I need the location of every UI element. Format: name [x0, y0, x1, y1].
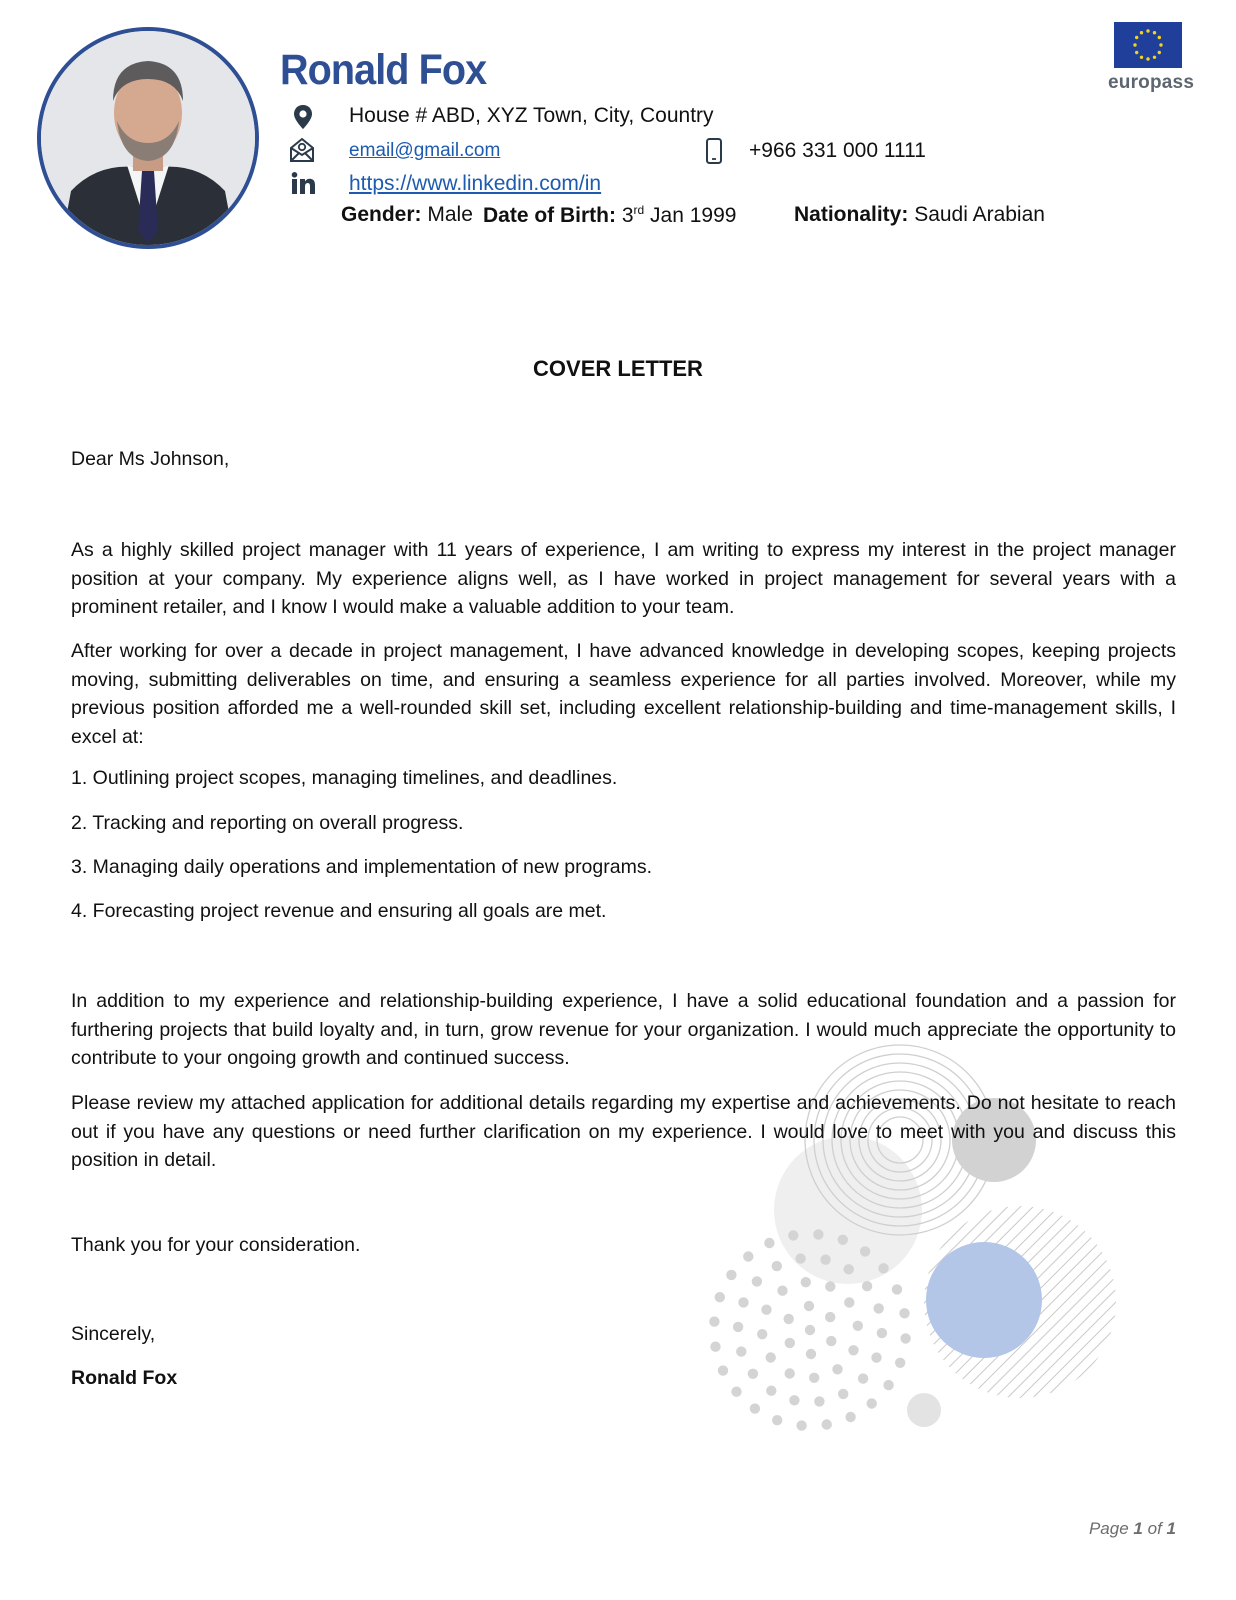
deco-blue-circle — [926, 1242, 1042, 1358]
deco-dot — [709, 1316, 719, 1326]
gender-field — [341, 203, 473, 227]
deco-dot — [813, 1229, 823, 1239]
document-title: COVER LETTER — [533, 356, 703, 381]
linkedin-icon — [289, 170, 317, 198]
deco-dot — [777, 1286, 787, 1296]
deco-dot — [761, 1305, 771, 1315]
deco-dot — [801, 1277, 811, 1287]
nationality-label: Nationality: — [794, 203, 909, 226]
page-current: 1 — [1133, 1519, 1143, 1538]
nationality-value: Saudi Arabian — [914, 203, 1045, 226]
deco-dot — [860, 1246, 870, 1256]
list-item: 4. Forecasting project revenue and ensuring all goals are met. — [71, 900, 607, 922]
email-link[interactable]: email@gmail.com — [349, 140, 501, 161]
deco-dot — [757, 1329, 767, 1339]
paragraph-4: Please review my attached application for additional details regarding my expertise and achievements. Do not hesitate to reach out if you have any questions or need further clarification on my experience. I would love to meet with you and discuss this position in detail. — [71, 1092, 1176, 1171]
deco-dot — [718, 1365, 728, 1375]
gender-value: Male — [427, 203, 473, 226]
deco-dot — [845, 1412, 855, 1422]
page-total: 1 — [1166, 1519, 1176, 1538]
deco-dot — [825, 1312, 835, 1322]
deco-dot — [871, 1352, 881, 1362]
deco-dot — [838, 1235, 848, 1245]
deco-dot — [862, 1281, 872, 1291]
deco-dot — [795, 1253, 805, 1263]
gender-label: Gender: — [341, 203, 422, 226]
thanks-line: Thank you for your consideration. — [71, 1234, 361, 1256]
deco-dot — [814, 1396, 824, 1406]
deco-dot — [736, 1346, 746, 1356]
deco-dot — [877, 1328, 887, 1338]
deco-dot — [848, 1345, 858, 1355]
deco-dot — [804, 1301, 814, 1311]
deco-dot — [899, 1308, 909, 1318]
paragraph-3: In addition to my experience and relationship-building experience, I have a solid educational foundation and a passion for furthering projects that build loyalty and, in turn, grow revenue for your organization. I would much appreciate the opportunity to contribute to your ongoing growth and continued success. — [71, 990, 1176, 1069]
deco-dot — [826, 1336, 836, 1346]
deco-dot — [820, 1255, 830, 1265]
deco-dot — [844, 1264, 854, 1274]
list-item: 1. Outlining project scopes, managing timelines, and deadlines. — [71, 767, 618, 789]
dob-rest: Jan 1999 — [650, 204, 737, 227]
phone-text: +966 331 000 1111 — [749, 139, 926, 162]
page-word: Page — [1088, 1519, 1129, 1538]
list-item: 3. Managing daily operations and implementation of new programs. — [71, 856, 653, 878]
deco-dot — [766, 1386, 776, 1396]
nationality-field — [794, 203, 1045, 227]
deco-dot — [892, 1284, 902, 1294]
salutation: Dear Ms Johnson, — [71, 448, 230, 470]
deco-dot — [878, 1263, 888, 1273]
portrait-image — [41, 31, 255, 245]
deco-dot — [748, 1369, 758, 1379]
deco-dot — [867, 1398, 877, 1408]
deco-dot — [738, 1297, 748, 1307]
list-item: 2. Tracking and reporting on overall progress. — [71, 812, 464, 834]
deco-dot — [752, 1276, 762, 1286]
dob-day: 3 — [621, 204, 634, 227]
eu-flag-icon — [1114, 22, 1182, 68]
dob-label: Date of Birth: — [483, 204, 616, 227]
paragraph-1: As a highly skilled project manager with 11 years of experience, I am writing to express my interest in the project manager position at your company. My experience aligns well, as I have worked in project management for several years with a prominent retailer, and I know I would make a valuable addition to your team. — [71, 539, 1176, 618]
closing-line: Sincerely, — [71, 1323, 156, 1345]
page-number — [1060, 1519, 1176, 1539]
deco-dot — [785, 1338, 795, 1348]
deco-dot — [733, 1322, 743, 1332]
deco-dot — [796, 1420, 806, 1430]
dob-field — [483, 203, 736, 228]
deco-small-circle — [907, 1393, 941, 1427]
deco-dot — [789, 1395, 799, 1405]
linkedin-link[interactable]: https://www.linkedin.com/in — [349, 172, 602, 195]
deco-dot — [772, 1261, 782, 1271]
deco-dot — [838, 1389, 848, 1399]
location-icon — [289, 103, 317, 131]
email-icon — [288, 136, 316, 164]
page-of: of — [1147, 1519, 1162, 1538]
deco-dot — [900, 1333, 910, 1343]
deco-dot — [844, 1297, 854, 1307]
deco-dot — [731, 1387, 741, 1397]
deco-dot — [853, 1321, 863, 1331]
deco-dot — [766, 1352, 776, 1362]
phone-icon — [700, 137, 728, 165]
dob-suffix: rd — [633, 203, 645, 217]
deco-dot — [788, 1230, 798, 1240]
address-text: House # ABD, XYZ Town, City, Country — [349, 104, 714, 127]
deco-dot — [743, 1251, 753, 1261]
deco-dot — [805, 1325, 815, 1335]
paragraph-2: After working for over a decade in project management, I have advanced knowledge in developing scopes, keeping projects moving, submitting deliverables on time, and ensuring a seamless experience for all parties involved. Moreover, while my previous position afforded me a well-rounded skill set, including excellent relationship-building and time-management skills, I excel at: — [71, 640, 1176, 748]
deco-dot — [715, 1292, 725, 1302]
deco-dot — [806, 1349, 816, 1359]
deco-dot — [784, 1314, 794, 1324]
deco-dot — [809, 1373, 819, 1383]
deco-dot — [895, 1358, 905, 1368]
deco-dot — [874, 1303, 884, 1313]
deco-dot — [772, 1415, 782, 1425]
europass-logo-text: europass — [1108, 72, 1195, 93]
deco-dot — [825, 1281, 835, 1291]
deco-dot — [764, 1238, 774, 1248]
deco-dot — [832, 1364, 842, 1374]
deco-dot — [750, 1403, 760, 1413]
deco-dot — [883, 1380, 893, 1390]
deco-dot — [785, 1368, 795, 1378]
candidate-name: Ronald Fox — [280, 46, 487, 94]
signature-name: Ronald Fox — [71, 1367, 178, 1389]
deco-dot — [858, 1373, 868, 1383]
deco-dot — [822, 1419, 832, 1429]
profile-photo — [37, 27, 259, 249]
deco-dot — [726, 1270, 736, 1280]
deco-dot — [710, 1342, 720, 1352]
